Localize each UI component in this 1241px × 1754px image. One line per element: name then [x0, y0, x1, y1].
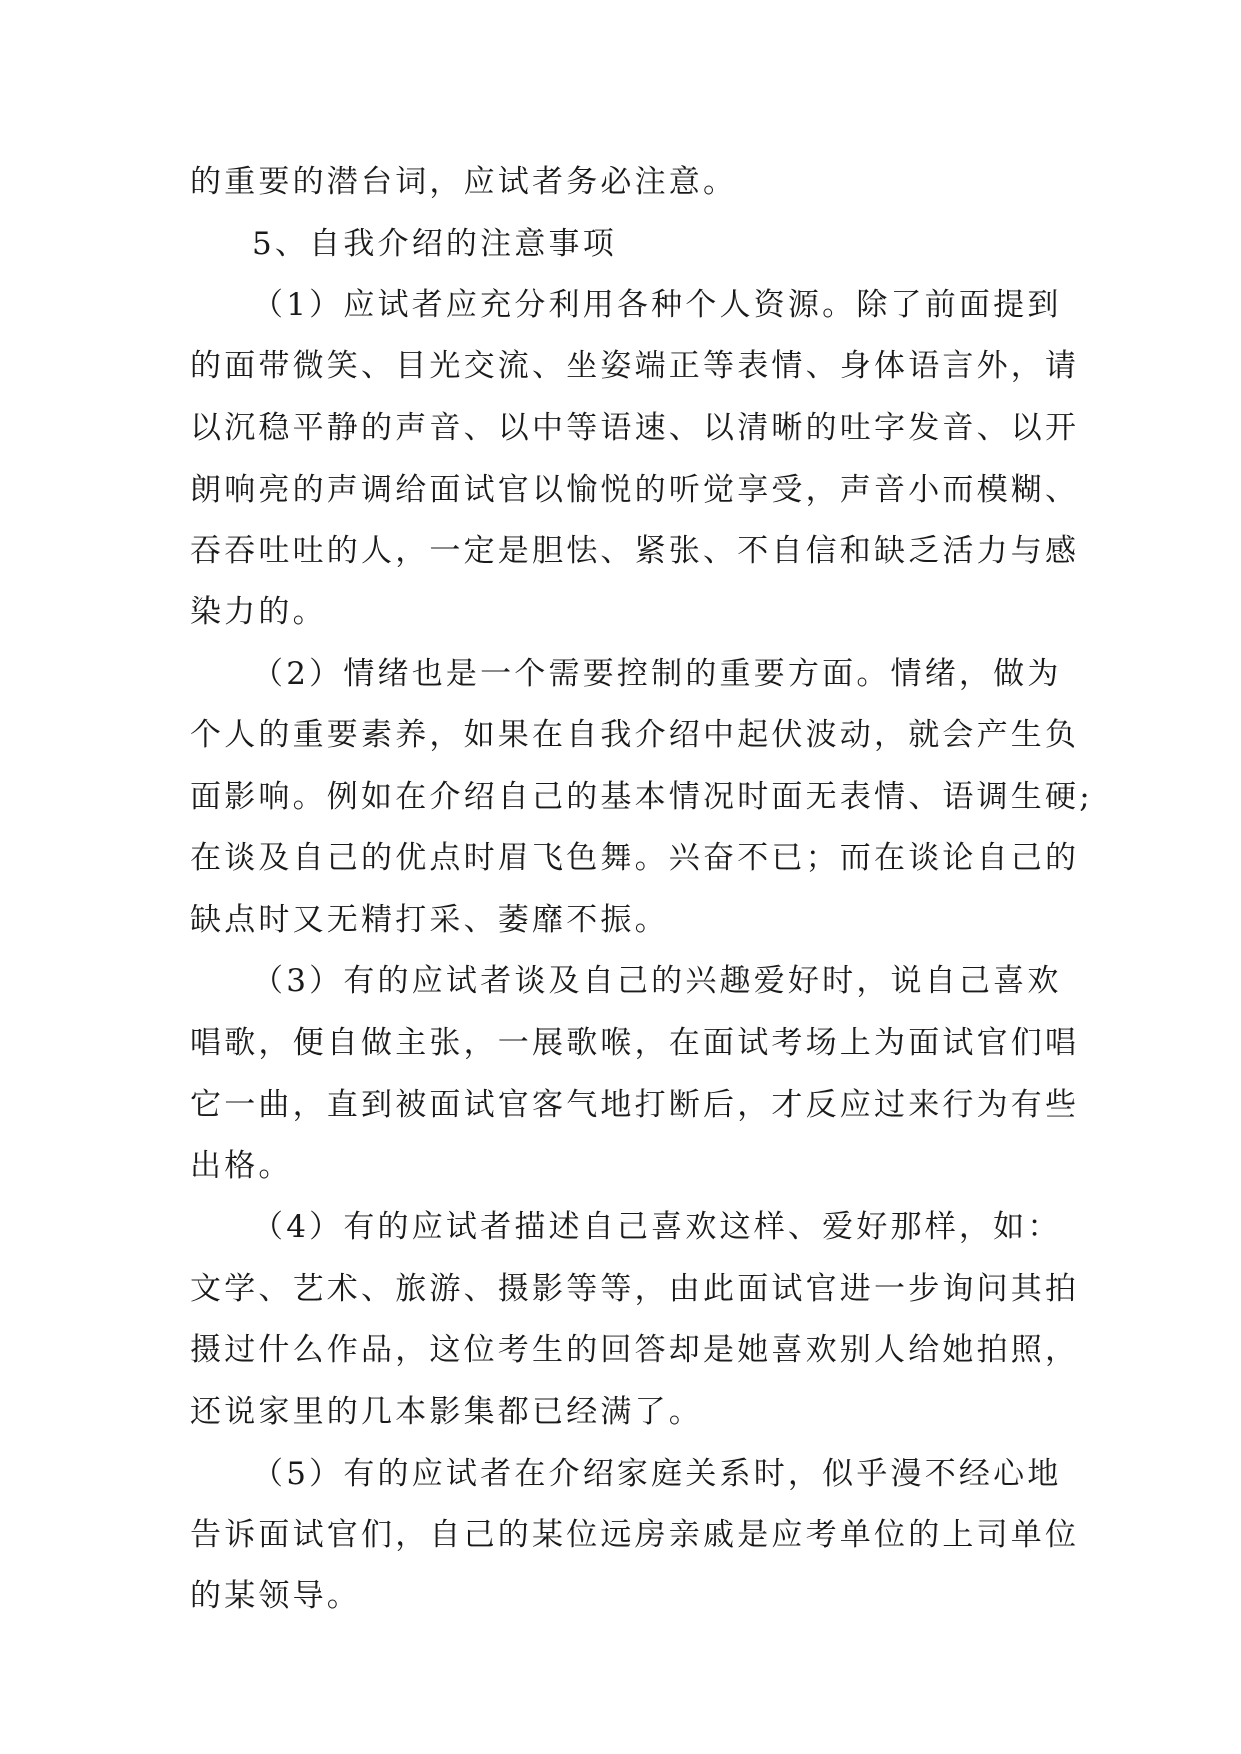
text-line: 吞吞吐吐的人，一定是胆怯、紧张、不自信和缺乏活力与感 [190, 533, 1080, 569]
text-line: 告诉面试官们，自己的某位远房亲戚是应考单位的上司单位 [190, 1517, 1080, 1553]
text-line: 面影响。例如在介绍自己的基本情况时面无表情、语调生硬; [190, 779, 1093, 815]
text-line: 在谈及自己的优点时眉飞色舞。兴奋不已；而在谈论自己的 [190, 840, 1080, 876]
text-line: （5）有的应试者在介绍家庭关系时，似乎漫不经心地 [252, 1456, 1062, 1492]
text-line: 还说家里的几本影集都已经满了。 [190, 1394, 703, 1430]
text-line: 的重要的潜台词，应试者务必注意。 [190, 164, 738, 200]
section-heading: 5、自我介绍的注意事项 [252, 226, 617, 262]
text-line: （4）有的应试者描述自己喜欢这样、爱好那样，如： [252, 1209, 1062, 1245]
text-line: 以沉稳平静的声音、以中等语速、以清晰的吐字发音、以开 [190, 410, 1080, 446]
text-line: 唱歌，便自做主张，一展歌喉，在面试考场上为面试官们唱 [190, 1025, 1080, 1061]
text-line: 个人的重要素养，如果在自我介绍中起伏波动，就会产生负 [190, 717, 1080, 753]
text-line: 出格。 [190, 1148, 293, 1184]
text-line: 染力的。 [190, 594, 327, 630]
text-line: （1）应试者应充分利用各种个人资源。除了前面提到 [252, 287, 1062, 323]
text-line: 缺点时又无精打采、萎靡不振。 [190, 902, 669, 938]
text-line: 的面带微笑、目光交流、坐姿端正等表情、身体语言外，请 [190, 348, 1080, 384]
text-line: 文学、艺术、旅游、摄影等等，由此面试官进一步询问其拍 [190, 1271, 1080, 1307]
text-line: （3）有的应试者谈及自己的兴趣爱好时，说自己喜欢 [252, 963, 1062, 999]
text-line: （2）情绪也是一个需要控制的重要方面。情绪，做为 [252, 656, 1062, 692]
text-line: 的某领导。 [190, 1578, 361, 1614]
text-line: 朗响亮的声调给面试官以愉悦的听觉享受，声音小而模糊、 [190, 472, 1080, 508]
text-line: 摄过什么作品，这位考生的回答却是她喜欢别人给她拍照， [190, 1332, 1080, 1368]
text-line: 它一曲，直到被面试官客气地打断后，才反应过来行为有些 [190, 1087, 1080, 1123]
